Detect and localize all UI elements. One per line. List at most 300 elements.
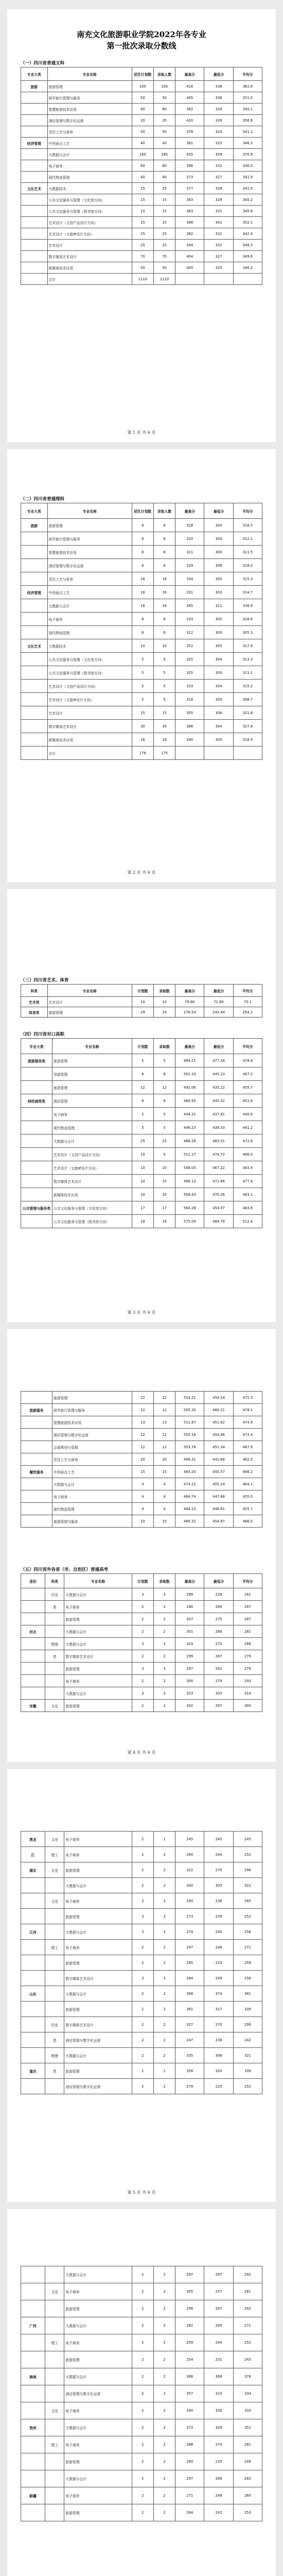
table-cell: 233 [204, 1955, 233, 1971]
table-cell: 历史 [45, 1588, 64, 1601]
table-row [21, 1924, 262, 1940]
table-cell: 287 [233, 1613, 262, 1625]
table-cell: 331 [204, 206, 233, 217]
table-cell: 智慧旅游技术应用 [47, 546, 132, 559]
footer-prefix: 第 [127, 870, 133, 875]
table-cell [21, 2002, 45, 2017]
table-cell: 大数据与会计 [64, 1638, 132, 1650]
table-row [21, 586, 262, 599]
table-cell: 10 [153, 1188, 175, 1201]
table-cell: 3 [153, 1638, 175, 1650]
page-2 [7, 449, 276, 882]
table-cell: 2 [132, 2351, 153, 2368]
table-cell: 旅游管理 [64, 2504, 132, 2521]
table-cell [233, 274, 262, 285]
table-cell: 326 [204, 2402, 233, 2419]
table-row [21, 2368, 262, 2385]
table-cell [21, 693, 48, 706]
table-cell: 会展策划与管理 [52, 1441, 132, 1453]
table-cell: 2 [132, 2079, 153, 2094]
table-cell: 297 [175, 2470, 204, 2487]
table-cell: 448.81 [204, 1503, 233, 1515]
table-cell: 462.5 [233, 1453, 262, 1466]
table-cell: 旅游管理 [47, 1007, 132, 1018]
table-row [21, 1094, 262, 1108]
column-header: 专业大类 [21, 67, 48, 81]
table-cell: 328 [204, 183, 233, 194]
table-cell: 25 [132, 228, 153, 240]
table-cell [21, 2470, 45, 2487]
table-cell: 296 [175, 2300, 204, 2317]
table-cell: 8 [153, 532, 175, 546]
s4b-table [21, 1391, 262, 1528]
table-cell: 10 [132, 1515, 153, 1528]
table-cell: 2 [153, 2048, 175, 2063]
table-cell: 2 [153, 2504, 175, 2521]
table-cell: 310 [204, 2385, 233, 2402]
column-header: 平均分 [233, 503, 262, 519]
table-cell: 243.44 [204, 1007, 233, 1018]
page-5 [7, 1769, 276, 2202]
table-cell [45, 1625, 64, 1638]
table-cell: 8 [132, 613, 153, 626]
table-cell [45, 1986, 64, 2002]
table-cell: 283 [233, 2470, 262, 2487]
table-cell: 454.06 [204, 1429, 233, 1441]
table-cell: 艺术设计（文旅IP设计方向） [47, 228, 132, 240]
table-row [21, 1067, 262, 1081]
table-cell [45, 1687, 64, 1700]
table-cell: 烹饪工艺与营养 [47, 572, 132, 586]
table-row [21, 194, 262, 206]
table-cell [21, 559, 48, 572]
table-cell: 25 [153, 1134, 175, 1148]
table-cell: 5 [153, 666, 175, 680]
table-cell: 旅游管理 [64, 2002, 132, 2017]
footer-prefix: 第 [127, 1750, 133, 1755]
table-cell: 10 [153, 997, 175, 1007]
table-row [21, 183, 262, 194]
column-header: 平均分 [233, 67, 262, 81]
table-cell: 16 [132, 599, 153, 613]
table-cell: 3 [132, 1971, 153, 1986]
table-cell: 15 [153, 194, 175, 206]
table-cell: 电子商务 [52, 1108, 132, 1121]
table-cell: 317.9 [233, 639, 262, 653]
column-header: 专业名称 [47, 985, 132, 997]
table-cell: 60 [153, 104, 175, 115]
table-cell [45, 1971, 64, 1986]
column-header: 省份 [21, 1574, 45, 1588]
footer-prefix: 第 [127, 1310, 133, 1315]
table-cell: 259 [233, 1955, 262, 1971]
table-cell: 325 [175, 653, 204, 666]
doc-title-line2: 第一批次录取分数线 [107, 41, 176, 50]
table-cell [175, 274, 204, 285]
table-row [21, 1121, 262, 1134]
table-cell: 2 [132, 2402, 153, 2419]
table-cell: 20 [132, 1453, 153, 1466]
table-cell [175, 747, 204, 760]
table-cell: 旅游服务类 [21, 1054, 52, 1067]
table-cell: 10 [132, 1188, 153, 1201]
table-cell [21, 1588, 45, 1601]
table-cell: 3 [132, 1924, 153, 1940]
table-cell: 5 [153, 1121, 175, 1134]
table-cell [21, 160, 48, 172]
table-cell: 340 [175, 2402, 204, 2419]
table-cell: 336.9 [233, 599, 262, 613]
table-cell [21, 262, 48, 274]
table-cell [21, 2402, 45, 2419]
table-cell: 318.5 [233, 519, 262, 532]
table-cell: 2 [132, 2317, 153, 2334]
table-header-row [21, 1039, 262, 1054]
table-cell: 电子商务 [64, 1675, 132, 1687]
table-cell: 20 [132, 115, 153, 126]
table-cell [21, 1441, 52, 1453]
table-cell [21, 2266, 45, 2283]
table-row [21, 1175, 262, 1188]
table-cell [21, 2351, 45, 2368]
table-row [21, 1940, 262, 1955]
table-cell [21, 2017, 45, 2032]
table-cell: 312.1 [233, 532, 262, 546]
table-cell: 317 [204, 2002, 233, 2017]
table-cell: 12 [132, 1081, 153, 1094]
table-cell: 2 [153, 2283, 175, 2300]
table-cell: 2 [132, 2300, 153, 2317]
table-cell: 441.66 [204, 1453, 233, 1466]
table-cell [21, 115, 48, 126]
table-cell: 340.1 [233, 104, 262, 115]
column-header: 录取人数 [153, 503, 175, 519]
table-cell: 13 [153, 1416, 175, 1429]
table-cell: 2 [132, 2283, 153, 2300]
table-s1 [21, 67, 262, 285]
section-5-label: （五）四川省外各省（市、自治区）普通高考 [21, 1567, 109, 1572]
table-row [21, 1478, 262, 1490]
table-cell: 2 [153, 2385, 175, 2402]
table-cell: 22 [132, 1392, 153, 1404]
table-cell: 341.0 [233, 183, 262, 194]
table-cell: 313.3 [233, 653, 262, 666]
table-cell: 5 [132, 1054, 153, 1067]
table-cell: 474.72 [204, 1148, 233, 1161]
table-cell [21, 1515, 52, 1528]
table-cell: 8 [153, 546, 175, 559]
table-cell: 388 [175, 1986, 204, 2002]
table-cell: 艺术设计（文创产品设计方向） [52, 1148, 132, 1161]
table-cell: 297 [175, 2266, 204, 2283]
table-row [21, 1862, 262, 1878]
table-row [21, 1453, 262, 1466]
table-cell [45, 2002, 64, 2017]
table-cell [21, 1675, 45, 1687]
table-cell: 305 [204, 613, 233, 626]
table-cell [21, 1067, 52, 1081]
table-cell: 2 [153, 2032, 175, 2048]
table-cell: 275 [204, 1613, 233, 1625]
table-cell [21, 613, 48, 626]
footer-prefix: 第 [127, 2190, 133, 2195]
table-cell [21, 680, 48, 693]
table-cell: 321.8 [233, 706, 262, 720]
column-header: 计划数 [132, 985, 153, 997]
table-cell: 电子商务 [64, 1847, 132, 1862]
table-cell: 451.6 [233, 1094, 262, 1108]
table-cell: 大数据与会计 [64, 1588, 132, 1601]
table-cell: 3 [132, 1588, 153, 1601]
table-cell: 564.28 [175, 1201, 204, 1215]
table-cell: 60 [153, 160, 175, 172]
table-cell: 大数据与会计 [64, 2266, 132, 2283]
table-row [21, 1986, 262, 2002]
s3-table [21, 984, 262, 1018]
s1-table [21, 67, 262, 285]
table-cell: 旅游服务 [21, 1404, 52, 1416]
table-cell [21, 1878, 45, 1893]
page-6 [7, 2209, 276, 2576]
table-cell: 2 [132, 2453, 153, 2470]
table-cell: 6 [132, 626, 153, 639]
table-row [21, 1134, 262, 1148]
table-cell: 226 [204, 1588, 233, 1601]
table-cell: 467.22 [204, 1161, 233, 1175]
table-row [21, 1893, 262, 1909]
table-cell: 359 [204, 149, 233, 160]
column-header: 招生计划数 [132, 503, 153, 519]
table-cell: 现代物流管理 [47, 626, 132, 639]
table-cell: 60 [132, 160, 153, 172]
footer-total: 共 6 页 [142, 1310, 156, 1315]
footer-page-number: 2 [133, 870, 137, 875]
table-cell: 2 [153, 1878, 175, 1893]
table-row [21, 613, 262, 626]
table-row [21, 217, 262, 228]
table-cell: 文史 [45, 1862, 64, 1878]
table-cell [21, 599, 48, 613]
table-row [21, 2017, 262, 2032]
table-header-row [21, 67, 262, 81]
table-cell: 烹饪工艺与营养 [52, 1453, 132, 1466]
table-cell: 电子商务 [64, 2283, 132, 2300]
table-cell: 15 [153, 706, 175, 720]
table-cell: 243 [233, 2351, 262, 2368]
table-cell [45, 2385, 64, 2402]
table-cell: 2 [132, 2032, 153, 2048]
table-cell: 数字媒体艺术设计 [52, 1175, 132, 1188]
table-cell: 346.2 [233, 262, 262, 274]
table-cell: 3 [153, 1909, 175, 1924]
column-header: 专业名称 [47, 67, 132, 81]
table-row [21, 1466, 262, 1478]
table-cell: 300 [204, 693, 233, 706]
table-row [21, 626, 262, 639]
table-cell: 290 [175, 1893, 204, 1909]
table-cell: 334 [175, 572, 204, 586]
table-cell: 70 [153, 251, 175, 262]
table-cell [21, 2334, 45, 2351]
table-cell: 2 [132, 2017, 153, 2032]
table-cell: 299 [233, 2017, 262, 2032]
s6-table [21, 1831, 262, 2094]
table-cell: 381 [175, 138, 204, 149]
table-cell: 旅游管理 [64, 1862, 132, 1878]
table-cell: 5 [132, 693, 153, 706]
table-cell [21, 1503, 52, 1515]
table-row [21, 599, 262, 613]
table-cell: 2 [153, 2470, 175, 2487]
table-cell: 15 [153, 217, 175, 228]
table-row [21, 2351, 262, 2368]
table-cell [21, 240, 48, 251]
table-cell [45, 2266, 64, 2283]
table-cell [21, 2300, 45, 2317]
table-cell: 242 [204, 2504, 233, 2521]
table-row [21, 1392, 262, 1404]
table-cell: 252 [233, 2334, 262, 2351]
column-header: 最高分 [175, 1574, 204, 1588]
table-cell: 284 [204, 1601, 233, 1613]
table-cell: 261 [233, 1588, 262, 1601]
table-cell: 327 [204, 172, 233, 183]
table-cell: 320 [204, 2063, 233, 2079]
table-cell: 17 [153, 1201, 175, 1215]
column-header: 招生计划数 [132, 67, 153, 81]
table-cell [45, 2419, 64, 2436]
table-cell: 研学旅行管理与服务 [47, 92, 132, 104]
table-cell: 455.7 [233, 1503, 262, 1515]
table-row [21, 172, 262, 183]
table-cell: 黑龙 [21, 1832, 45, 1847]
table-cell: 225 [204, 2079, 233, 2094]
table-cell: 300 [204, 532, 233, 546]
table-cell: 246 [204, 1940, 233, 1955]
s4-table [21, 1038, 262, 1228]
table-cell: 6 [153, 559, 175, 572]
table-cell: 2 [153, 1613, 175, 1625]
table-cell: 297 [175, 1663, 204, 1675]
column-header: 最低分 [204, 1039, 233, 1054]
table-cell: 2 [153, 1847, 175, 1862]
table-cell: 300 [175, 1675, 204, 1687]
table-cell: 306 [204, 559, 233, 572]
table-cell: 259 [175, 2334, 204, 2351]
table-cell: 60 [132, 104, 153, 115]
table-cell: 旅游管理与服务 [52, 1515, 132, 1528]
table-cell: 366 [175, 720, 204, 733]
table-cell: 2 [153, 2334, 175, 2351]
table-cell [21, 104, 48, 115]
table-cell: 2 [132, 1613, 153, 1625]
table-cell: 8 [153, 519, 175, 532]
table-cell: 智慧旅游技术应用 [52, 1416, 132, 1429]
table-cell: 物理 [45, 1638, 64, 1650]
footer-total: 共 6 页 [142, 430, 156, 435]
table-cell: 6 [132, 559, 153, 572]
table-cell: 333 [233, 2402, 262, 2419]
table-cell: 2 [132, 2487, 153, 2504]
table-cell: 电子商务 [64, 1940, 132, 1955]
table-cell: 2 [132, 1675, 153, 1687]
table-row [21, 733, 262, 747]
table-cell: 300 [204, 733, 233, 747]
table-cell: 303 [204, 586, 233, 599]
table-cell: 4 [132, 1503, 153, 1515]
table-cell: 252 [233, 1909, 262, 1924]
table-row [21, 2266, 262, 2283]
table-cell: 25 [153, 228, 175, 240]
table-cell: 270 [204, 2017, 233, 2032]
page-1 [7, 9, 276, 442]
table-cell: 3 [153, 1893, 175, 1909]
table-cell: 474.9 [233, 1416, 262, 1429]
table-cell: 研学旅行管理与服务 [52, 1404, 132, 1416]
table-cell: 理工 [45, 2334, 64, 2351]
table-row [21, 639, 262, 653]
table-cell: 18 [132, 1215, 153, 1228]
table-row [21, 206, 262, 217]
table-cell: 486.29 [175, 1134, 204, 1148]
table-cell: 575.09 [175, 1215, 204, 1228]
table-cell: 441.2 [233, 1121, 262, 1134]
footer-total: 共 6 页 [142, 2190, 156, 2195]
table-cell: 大数据与会计 [64, 1986, 132, 2002]
footer-page-number: 4 [133, 1750, 137, 1755]
table-cell: 大数据与会计 [64, 1924, 132, 1940]
table-cell: 电子商务 [64, 1601, 132, 1613]
table-cell: 378 [233, 2368, 262, 2385]
table-cell: 349.6 [233, 251, 262, 262]
table-cell: 483.8 [233, 1201, 262, 1215]
table-cell: 311.1 [233, 666, 262, 680]
table-cell: 338 [204, 81, 233, 92]
table-cell: 电子商务 [52, 1490, 132, 1503]
table-row [21, 1161, 262, 1175]
table-cell: 245 [204, 1924, 233, 1940]
table-row [21, 546, 262, 559]
table-cell: 340 [175, 1878, 204, 1893]
table-cell: 2 [153, 2368, 175, 2385]
table-row [21, 2079, 262, 2094]
table-cell: 484.78 [204, 1215, 233, 1228]
table-s3 [21, 984, 262, 1018]
table-cell: 308.7 [233, 693, 262, 706]
table-cell: 486.13 [175, 1175, 204, 1188]
table-cell [21, 546, 48, 559]
table-cell: 405 [175, 92, 204, 104]
table-cell: 248 [233, 2453, 262, 2470]
table-cell: 10 [153, 639, 175, 653]
table-cell: 374 [204, 1986, 233, 2002]
table-cell: 328 [204, 2419, 233, 2436]
page-footer-3 [7, 1310, 276, 1315]
table-cell [45, 1955, 64, 1971]
table-cell: 435 [175, 149, 204, 160]
table-cell: 5 [132, 666, 153, 680]
table-cell: 318.9 [233, 733, 262, 747]
table-cell: 304 [204, 653, 233, 666]
table-cell: 10 [153, 1515, 175, 1528]
table-cell [21, 172, 48, 183]
table-cell: 248 [204, 2487, 233, 2504]
table-cell [21, 2032, 45, 2048]
table-cell: 300 [233, 1700, 262, 1712]
page-footer-2 [7, 870, 276, 875]
table-cell: 304 [204, 519, 233, 532]
table-cell: 2 [153, 1986, 175, 2002]
